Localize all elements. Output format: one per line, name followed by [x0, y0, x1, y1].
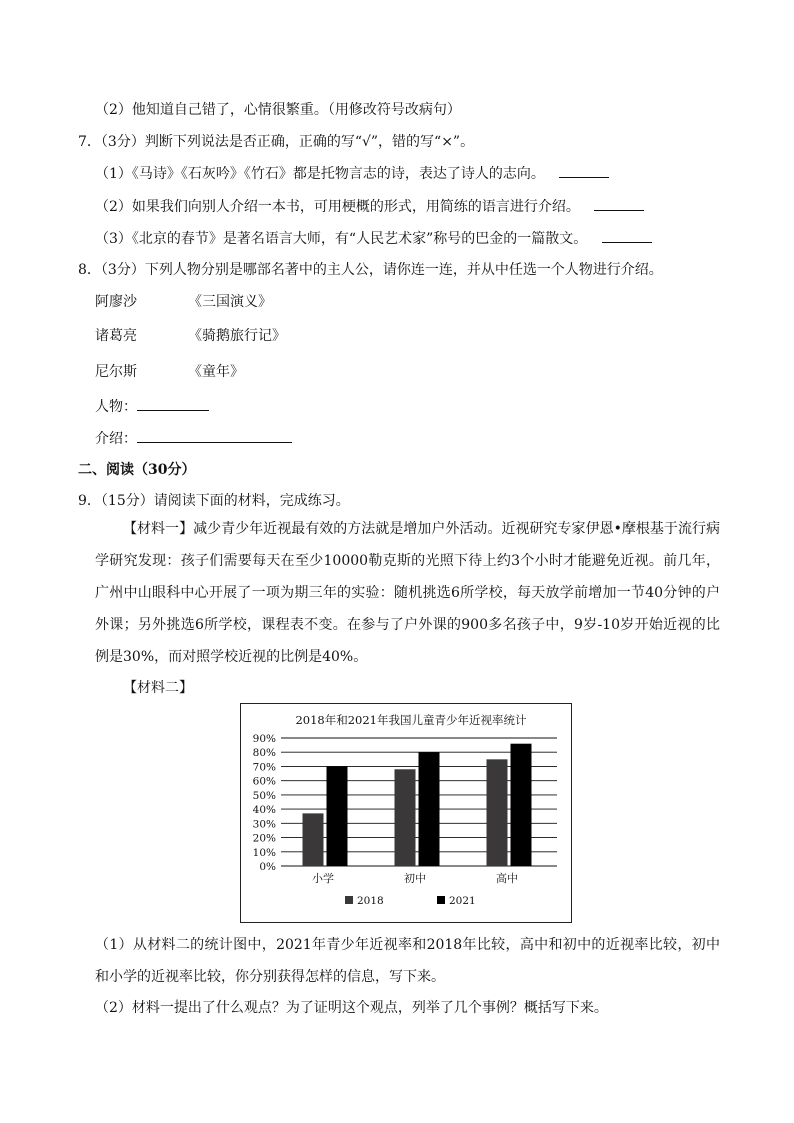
q7-item-1-text: （1）《马诗》《石灰吟》《竹石》都是托物言志的诗，表达了诗人的志向。 — [95, 166, 545, 182]
y-tick-label: 50% — [252, 789, 276, 802]
q9-sub-1-text: （1）从材料二的统计图中，2021年青少年近视率和2018年比较，高中和初中的近视率比较，初中和小学的近视率比较，你分别获得怎样的信息，写下来。 — [95, 937, 720, 985]
section-2-heading: 二、阅读（30分） — [78, 462, 196, 478]
q8-person-row — [95, 396, 209, 417]
chart-title: 2018年和2021年我国儿童青少年近视率统计 — [295, 713, 527, 727]
x-tick-label: 小学 — [312, 872, 334, 885]
q8-intro-row — [95, 428, 292, 449]
legend-swatch-2021 — [437, 896, 445, 904]
q8-intro-blank[interactable] — [137, 428, 292, 443]
bar-2021-1 — [327, 766, 348, 866]
q7-item-2-text: （2）如果我们向别人介绍一本书，可用梗概的形式，用简练的语言进行介绍。 — [95, 199, 580, 215]
q9-sub-2: （2）材料一提出了什么观点？为了证明这个观点，列举了几个事例？概括写下来。 — [95, 1000, 608, 1016]
bar-2018-3 — [487, 759, 508, 866]
q7-item-1 — [95, 163, 609, 184]
q8-intro-label: 介绍： — [95, 431, 137, 447]
bar-2021-2 — [419, 752, 440, 866]
q9-sub-1 — [95, 929, 720, 993]
legend-label-2021: 2021 — [449, 895, 476, 907]
x-tick-label: 高中 — [496, 872, 518, 885]
bar-2021-3 — [511, 744, 532, 866]
bar-2018-1 — [303, 813, 324, 866]
q6-item-2: （2）他知道自己错了，心情很繁重。（用修改符号改病句） — [95, 102, 461, 118]
q9-material-2-label: 【材料二】 — [123, 680, 193, 696]
y-tick-label: 0% — [259, 861, 276, 873]
q7-stem: 7．（3分）判断下列说法是否正确，正确的写“√”，错的写“×”。 — [78, 134, 475, 150]
q8-book-2[interactable]: 《骑鹅旅行记》 — [188, 328, 286, 344]
q8-person-label: 人物： — [95, 399, 137, 415]
q7-item-3 — [95, 228, 652, 249]
y-tick-label: 80% — [252, 747, 276, 760]
myopia-chart-svg — [241, 704, 571, 922]
y-tick-label: 20% — [252, 832, 276, 845]
bar-2018-2 — [395, 769, 416, 866]
y-tick-label: 30% — [252, 818, 276, 831]
q8-book-1[interactable]: 《三国演义》 — [188, 294, 272, 310]
q8-person-blank[interactable] — [137, 396, 209, 411]
q9-material-1-text: 【材料一】减少青少年近视最有效的方法就是增加户外活动。近视研究专家伊恩•摩根基于流行病学研究发现：孩子们需要每天在至少10000勒克斯的光照下待上约3个小时才能避免近视。前几年，广州中山眼科中心开展了一项为期三年的实验：随机挑选6所学校，每天放学前增加一节40分钟的户外课；另外挑选6所学校，课程表不变。在参与了户外课的900多名孩子中，9岁-10岁开始近视的比例是30%，而对照学校近视的比例是40%。 — [95, 521, 720, 665]
y-tick-label: 10% — [252, 846, 276, 859]
q8-book-3[interactable]: 《童年》 — [188, 364, 244, 380]
x-tick-label: 初中 — [404, 872, 426, 885]
legend-swatch-2018 — [345, 896, 353, 904]
q7-item-3-text: （3）《北京的春节》是著名语言大师，有“人民艺术家”称号的巴金的一篇散文。 — [95, 231, 588, 247]
q8-character-3[interactable]: 尼尔斯 — [95, 364, 137, 380]
y-tick-label: 40% — [252, 804, 276, 817]
q9-stem: 9．（15分）请阅读下面的材料，完成练习。 — [78, 493, 350, 509]
y-tick-label: 60% — [252, 775, 276, 788]
q7-item-2 — [95, 196, 644, 217]
legend-label-2018: 2018 — [357, 895, 384, 907]
q9-material-1 — [95, 513, 720, 673]
q8-character-2[interactable]: 诸葛亮 — [95, 328, 137, 344]
q8-character-1[interactable]: 阿廖沙 — [95, 294, 137, 310]
y-tick-label: 70% — [252, 761, 276, 774]
q7-answer-blank-1[interactable] — [559, 163, 609, 178]
y-tick-label: 90% — [252, 733, 276, 745]
myopia-chart — [240, 703, 572, 923]
q7-answer-blank-2[interactable] — [594, 196, 644, 211]
q8-stem: 8．（3分）下列人物分别是哪部名著中的主人公，请你连一连，并从中任选一个人物进行介绍。 — [78, 262, 663, 278]
q7-answer-blank-3[interactable] — [602, 228, 652, 243]
